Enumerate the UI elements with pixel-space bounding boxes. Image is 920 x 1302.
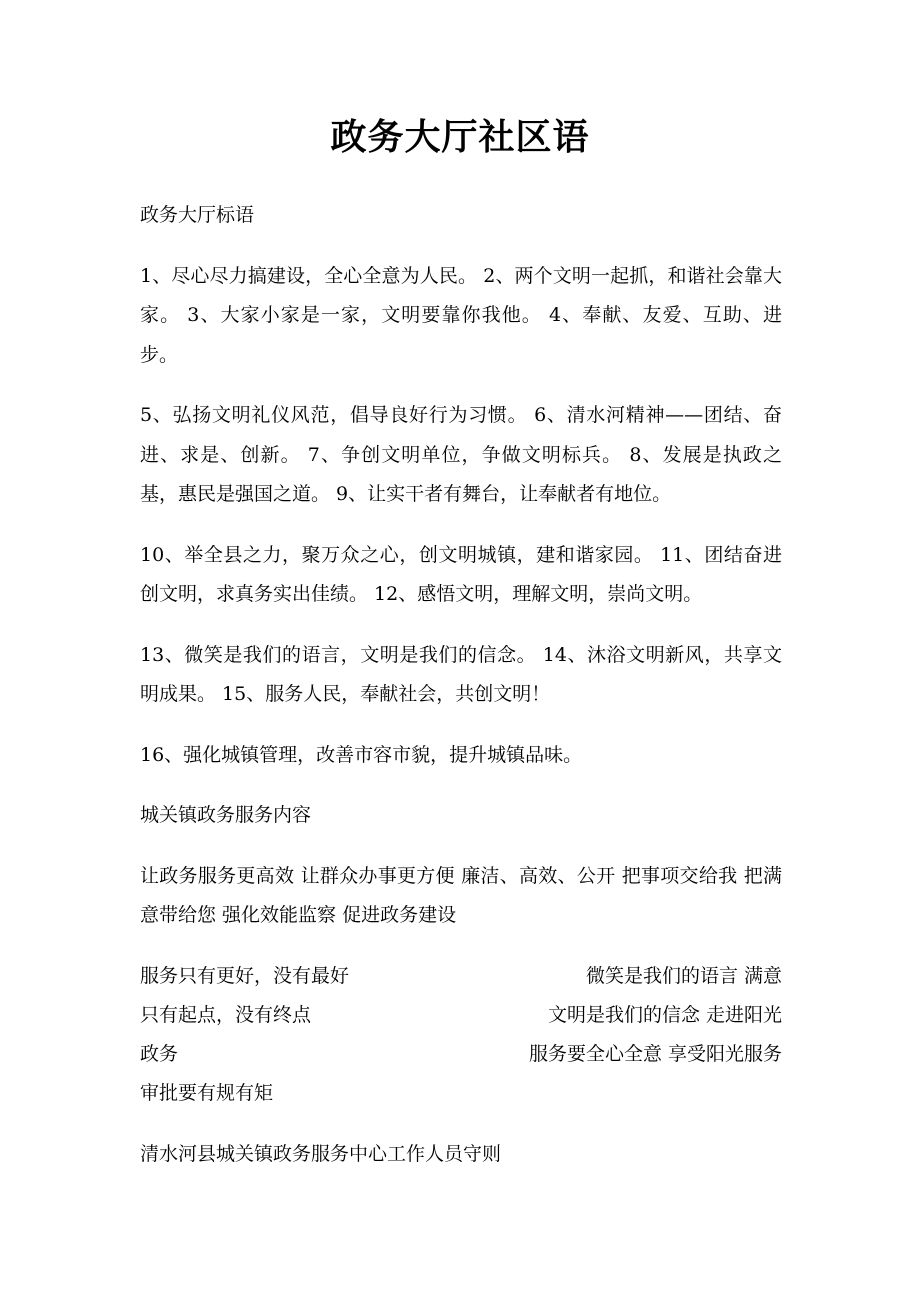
closing-heading: 清水河县城关镇政务服务中心工作人员守则 [140,1142,502,1165]
paragraph-slogans-5-9: 5、弘扬文明礼仪风范，倡导良好行为习惯。 6、清水河精神——团结、奋进、求是、创新。 7、争创文明单位，争做文明标兵。 8、发展是执政之基，惠民是强国之道。 9、让实干者有舞台，让奉献者有地位。 [140,404,782,505]
left-column-text: 只有起点，没有终点 [140,1003,312,1026]
paragraph-slogan-16: 16、强化城镇管理，改善市容市貌，提升城镇品味。 [140,743,583,766]
paragraph-slogans-13-15: 13、微笑是我们的语言，文明是我们的信念。 14、沐浴文明新风，共享文明成果。 15、服务人民，奉献社会，共创文明！ [140,643,782,705]
left-column-text: 服务只有更好，没有最好 [140,964,350,987]
right-column-text: 文明是我们的信念 走进阳光 [547,1003,782,1026]
paragraph-slogans-1-4: 1、尽心尽力搞建设，全心全意为人民。 2、两个文明一起抓，和谐社会靠大家。 3、大家小家是一家，文明要靠你我他。 4、奉献、友爱、互助、进步。 [140,264,782,366]
right-column-text: 微笑是我们的语言 满意 [585,964,782,987]
two-column-row [140,1035,782,1074]
left-column-text: 政务 [140,1042,179,1065]
two-column-row [140,996,782,1035]
document-body [140,196,782,1195]
paragraph-service-content: 让政务服务更高效 让群众办事更方便 廉洁、高效、公开 把事项交给我 把满意带给您 强化效能监察 促进政务建设 [140,864,782,926]
two-column-row [140,957,782,996]
right-column-text: 服务要全心全意 享受阳光服务 [528,1042,782,1065]
left-column-text: 审批要有规有矩 [140,1081,274,1104]
page-title: 政务大厅社区语 [330,116,590,158]
paragraph-slogans-10-12: 10、举全县之力，聚万众之心，创文明城镇，建和谐家园。 11、团结奋进创文明，求真务实出佳绩。 12、感悟文明，理解文明，崇尚文明。 [140,543,782,605]
two-column-block [140,957,782,1113]
section-heading-slogans: 政务大厅标语 [140,204,255,226]
two-column-row [140,1074,782,1113]
section-heading-service-content: 城关镇政务服务内容 [140,804,312,826]
